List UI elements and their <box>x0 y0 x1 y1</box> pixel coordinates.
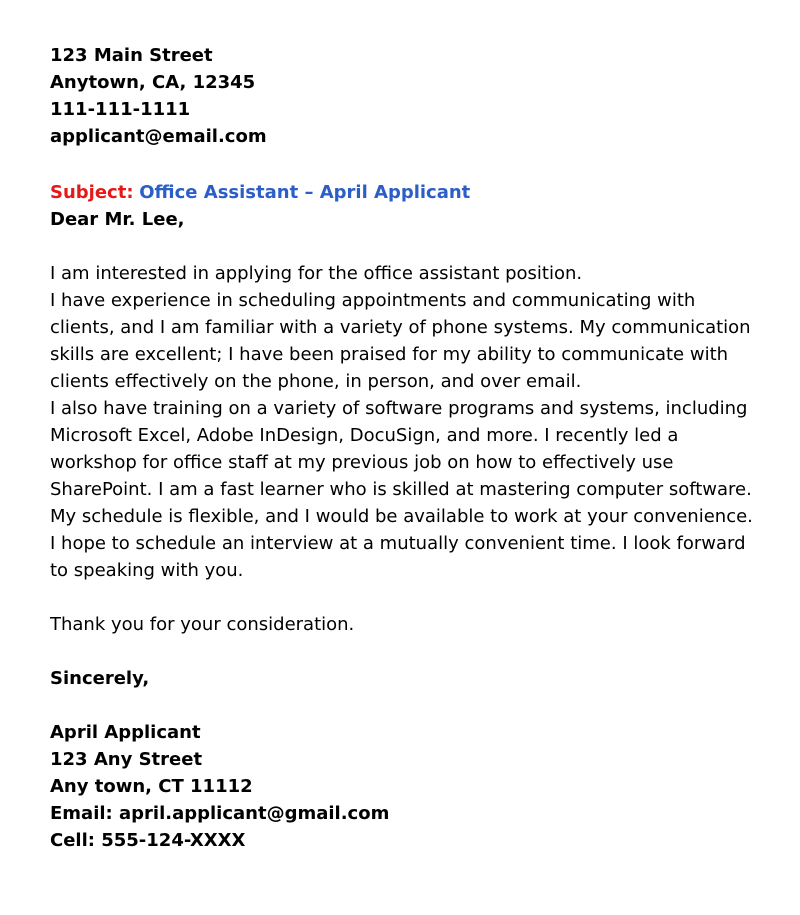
body-line: I have experience in scheduling appointments and communicating with <box>50 290 696 311</box>
subject-text: Office Assistant – April Applicant <box>139 182 471 203</box>
body-line: workshop for office staff at my previous job on how to effectively use <box>50 452 674 473</box>
signature-city: Any town, CT 11112 <box>50 776 253 797</box>
body-line: clients effectively on the phone, in person, and over email. <box>50 371 582 392</box>
body-line: clients, and I am familiar with a variety of phone systems. My communication <box>50 317 751 338</box>
letter-body <box>50 260 760 584</box>
body-line: skills are excellent; I have been praised for my ability to communicate with <box>50 344 729 365</box>
signature-cell: Cell: 555-124-XXXX <box>50 830 246 851</box>
body-line: I also have training on a variety of software programs and systems, including <box>50 398 748 419</box>
sender-street: 123 Main Street <box>50 45 213 66</box>
sender-phone: 111-111-1111 <box>50 99 191 120</box>
body-line: I am interested in applying for the office assistant position. <box>50 263 583 284</box>
closing: Sincerely, <box>50 668 150 689</box>
spacer <box>50 692 760 719</box>
signature-street: 123 Any Street <box>50 749 203 770</box>
thanks-line: Thank you for your consideration. <box>50 614 355 635</box>
sender-address-block <box>50 42 760 150</box>
subject-label: Subject: <box>50 182 134 203</box>
spacer <box>50 584 760 611</box>
body-line: I hope to schedule an interview at a mutually convenient time. I look forward <box>50 533 746 554</box>
spacer <box>50 638 760 665</box>
body-line: Microsoft Excel, Adobe InDesign, DocuSign, and more. I recently led a <box>50 425 679 446</box>
spacer <box>50 233 760 260</box>
body-line: SharePoint. I am a fast learner who is skilled at mastering computer software. <box>50 479 752 500</box>
sender-email: applicant@email.com <box>50 126 267 147</box>
body-line: to speaking with you. <box>50 560 244 581</box>
body-line: My schedule is flexible, and I would be available to work at your convenience. <box>50 506 753 527</box>
signature-name: April Applicant <box>50 722 201 743</box>
sender-city: Anytown, CA, 12345 <box>50 72 256 93</box>
signature-email: Email: april.applicant@gmail.com <box>50 803 390 824</box>
spacer <box>50 150 760 179</box>
salutation: Dear Mr. Lee, <box>50 209 185 230</box>
subject-line <box>50 179 760 206</box>
signature-block <box>50 719 760 854</box>
